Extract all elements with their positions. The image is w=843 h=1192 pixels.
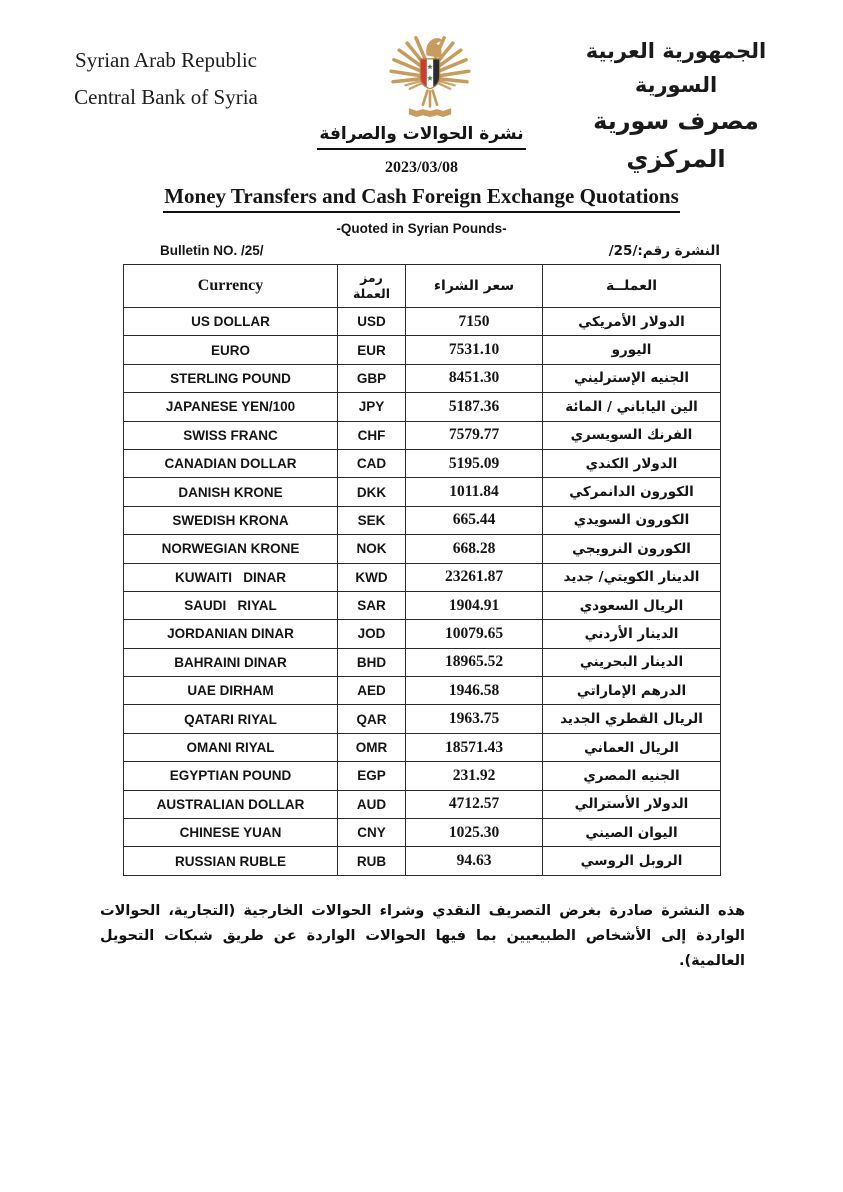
header-currency-en: Currency bbox=[124, 265, 338, 308]
buy-price: 94.63 bbox=[406, 847, 543, 875]
currency-code: JOD bbox=[338, 620, 406, 648]
org-name-ar-line2: مصرف سورية المركزي bbox=[593, 107, 759, 173]
currency-name-en: AUSTRALIAN DOLLAR bbox=[124, 790, 338, 818]
currency-name-en: OMANI RIYAL bbox=[124, 733, 338, 761]
buy-price: 1963.75 bbox=[406, 705, 543, 733]
bulletin-title-ar: نشرة الحوالات والصرافة bbox=[317, 124, 525, 150]
currency-code: BHD bbox=[338, 648, 406, 676]
currency-name-en: QATARI RIYAL bbox=[124, 705, 338, 733]
currency-name-ar: الدينار الكويتي/ جديد bbox=[543, 563, 721, 591]
table-row bbox=[124, 563, 721, 591]
currency-name-en: NORWEGIAN KRONE bbox=[124, 535, 338, 563]
currency-code: KWD bbox=[338, 563, 406, 591]
currency-name-ar: الدينار البحريني bbox=[543, 648, 721, 676]
table-row bbox=[124, 535, 721, 563]
buy-price: 7579.77 bbox=[406, 421, 543, 449]
currency-code: QAR bbox=[338, 705, 406, 733]
currency-name-ar: الدولار الأمريكي bbox=[543, 308, 721, 336]
buy-price: 1011.84 bbox=[406, 478, 543, 506]
header-currency-ar: العملــة bbox=[543, 265, 721, 308]
buy-price: 668.28 bbox=[406, 535, 543, 563]
currency-name-ar: الكورون الدانمركي bbox=[543, 478, 721, 506]
table-row bbox=[124, 393, 721, 421]
currency-name-en: BAHRAINI DINAR bbox=[124, 648, 338, 676]
currency-name-ar: الجنيه المصري bbox=[543, 762, 721, 790]
currency-code: EUR bbox=[338, 336, 406, 364]
currency-name-ar: اليورو bbox=[543, 336, 721, 364]
currency-code: JPY bbox=[338, 393, 406, 421]
currency-code: CNY bbox=[338, 819, 406, 847]
buy-price: 1025.30 bbox=[406, 819, 543, 847]
table-row bbox=[124, 421, 721, 449]
currency-name-en: STERLING POUND bbox=[124, 364, 338, 392]
table-row bbox=[124, 478, 721, 506]
currency-name-en: DANISH KRONE bbox=[124, 478, 338, 506]
table-row bbox=[124, 705, 721, 733]
main-title-en: Money Transfers and Cash Foreign Exchange Quotations bbox=[163, 184, 680, 213]
bulletin-number-ar: النشرة رقم:/25/ bbox=[608, 243, 720, 259]
buy-price: 5187.36 bbox=[406, 393, 543, 421]
currency-name-en: UAE DIRHAM bbox=[124, 677, 338, 705]
buy-price: 1904.91 bbox=[406, 591, 543, 619]
bulletin-number-en: Bulletin NO. /25/ bbox=[160, 243, 264, 258]
bulletin-date: 2023/03/08 bbox=[385, 159, 458, 176]
currency-code: EGP bbox=[338, 762, 406, 790]
exchange-rates-table bbox=[123, 264, 721, 876]
buy-price: 231.92 bbox=[406, 762, 543, 790]
buy-price: 665.44 bbox=[406, 506, 543, 534]
buy-price: 1946.58 bbox=[406, 677, 543, 705]
currency-code: SEK bbox=[338, 506, 406, 534]
buy-price: 23261.87 bbox=[406, 563, 543, 591]
currency-code: SAR bbox=[338, 591, 406, 619]
currency-code: OMR bbox=[338, 733, 406, 761]
currency-code: GBP bbox=[338, 364, 406, 392]
syrian-eagle-emblem-icon bbox=[386, 26, 474, 120]
bulletin-number-row bbox=[123, 243, 720, 259]
buy-price: 7150 bbox=[406, 308, 543, 336]
table-header-row bbox=[124, 265, 721, 308]
currency-name-ar: الدولار الكندي bbox=[543, 449, 721, 477]
currency-code: NOK bbox=[338, 535, 406, 563]
buy-price: 8451.30 bbox=[406, 364, 543, 392]
currency-name-ar: الكورون السويدي bbox=[543, 506, 721, 534]
currency-name-ar: الكورون النرويجي bbox=[543, 535, 721, 563]
currency-name-en: CANADIAN DOLLAR bbox=[124, 449, 338, 477]
currency-name-en: EURO bbox=[124, 336, 338, 364]
org-name-ar-line1: الجمهورية العربية السورية bbox=[585, 39, 767, 97]
currency-name-ar: الدولار الأسترالي bbox=[543, 790, 721, 818]
currency-code: DKK bbox=[338, 478, 406, 506]
currency-code: CHF bbox=[338, 421, 406, 449]
currency-code: CAD bbox=[338, 449, 406, 477]
currency-name-ar: الدينار الأردني bbox=[543, 620, 721, 648]
currency-name-en: SWISS FRANC bbox=[124, 421, 338, 449]
table-row bbox=[124, 364, 721, 392]
currency-name-en: RUSSIAN RUBLE bbox=[124, 847, 338, 875]
table-row bbox=[124, 506, 721, 534]
currency-name-en: US DOLLAR bbox=[124, 308, 338, 336]
header-buy-price: سعر الشراء bbox=[406, 265, 543, 308]
table-row bbox=[124, 620, 721, 648]
table-row bbox=[124, 733, 721, 761]
table-row bbox=[124, 449, 721, 477]
rates-table-body bbox=[124, 308, 721, 876]
currency-name-ar: الريال القطري الجديد bbox=[543, 705, 721, 733]
org-name-en-line1: Syrian Arab Republic bbox=[75, 48, 257, 72]
buy-price: 18571.43 bbox=[406, 733, 543, 761]
header-currency-code: رمز العملة bbox=[338, 265, 406, 308]
currency-name-ar: الريال السعودي bbox=[543, 591, 721, 619]
currency-name-ar: الجنيه الإسترليني bbox=[543, 364, 721, 392]
currency-code: AED bbox=[338, 677, 406, 705]
table-row bbox=[124, 648, 721, 676]
currency-name-ar: الين الياباني / المائة bbox=[543, 393, 721, 421]
table-row bbox=[124, 591, 721, 619]
currency-name-ar: اليوان الصيني bbox=[543, 819, 721, 847]
table-row bbox=[124, 336, 721, 364]
org-name-ar bbox=[551, 34, 801, 178]
currency-name-en: JORDANIAN DINAR bbox=[124, 620, 338, 648]
currency-code: RUB bbox=[338, 847, 406, 875]
buy-price: 10079.65 bbox=[406, 620, 543, 648]
buy-price: 18965.52 bbox=[406, 648, 543, 676]
table-row bbox=[124, 847, 721, 875]
currency-name-ar: الروبل الروسي bbox=[543, 847, 721, 875]
currency-name-en: JAPANESE YEN/100 bbox=[124, 393, 338, 421]
quoted-in-note: -Quoted in Syrian Pounds- bbox=[336, 221, 507, 236]
org-name-en bbox=[62, 42, 270, 116]
currency-name-en: EGYPTIAN POUND bbox=[124, 762, 338, 790]
footnote-ar: هذه النشرة صادرة بغرض التصريف النقدي وشراء الحوالات الخارجية (التجارية، الحوالات الواردة إلى الأشخاص الطبيعيين بما فيها الحوالات الواردة عن طريق شبكات التحويل العالمية). bbox=[100, 902, 745, 969]
currency-name-ar: الفرنك السويسري bbox=[543, 421, 721, 449]
table-row bbox=[124, 308, 721, 336]
currency-name-en: KUWAITI DINAR bbox=[124, 563, 338, 591]
table-row bbox=[124, 819, 721, 847]
currency-code: USD bbox=[338, 308, 406, 336]
org-name-en-line2: Central Bank of Syria bbox=[74, 85, 258, 109]
table-row bbox=[124, 762, 721, 790]
table-row bbox=[124, 790, 721, 818]
currency-name-en: SWEDISH KRONA bbox=[124, 506, 338, 534]
buy-price: 7531.10 bbox=[406, 336, 543, 364]
currency-code: AUD bbox=[338, 790, 406, 818]
currency-name-ar: الريال العماني bbox=[543, 733, 721, 761]
table-row bbox=[124, 677, 721, 705]
currency-name-en: SAUDI RIYAL bbox=[124, 591, 338, 619]
currency-name-en: CHINESE YUAN bbox=[124, 819, 338, 847]
buy-price: 4712.57 bbox=[406, 790, 543, 818]
currency-name-ar: الدرهم الإماراتي bbox=[543, 677, 721, 705]
buy-price: 5195.09 bbox=[406, 449, 543, 477]
